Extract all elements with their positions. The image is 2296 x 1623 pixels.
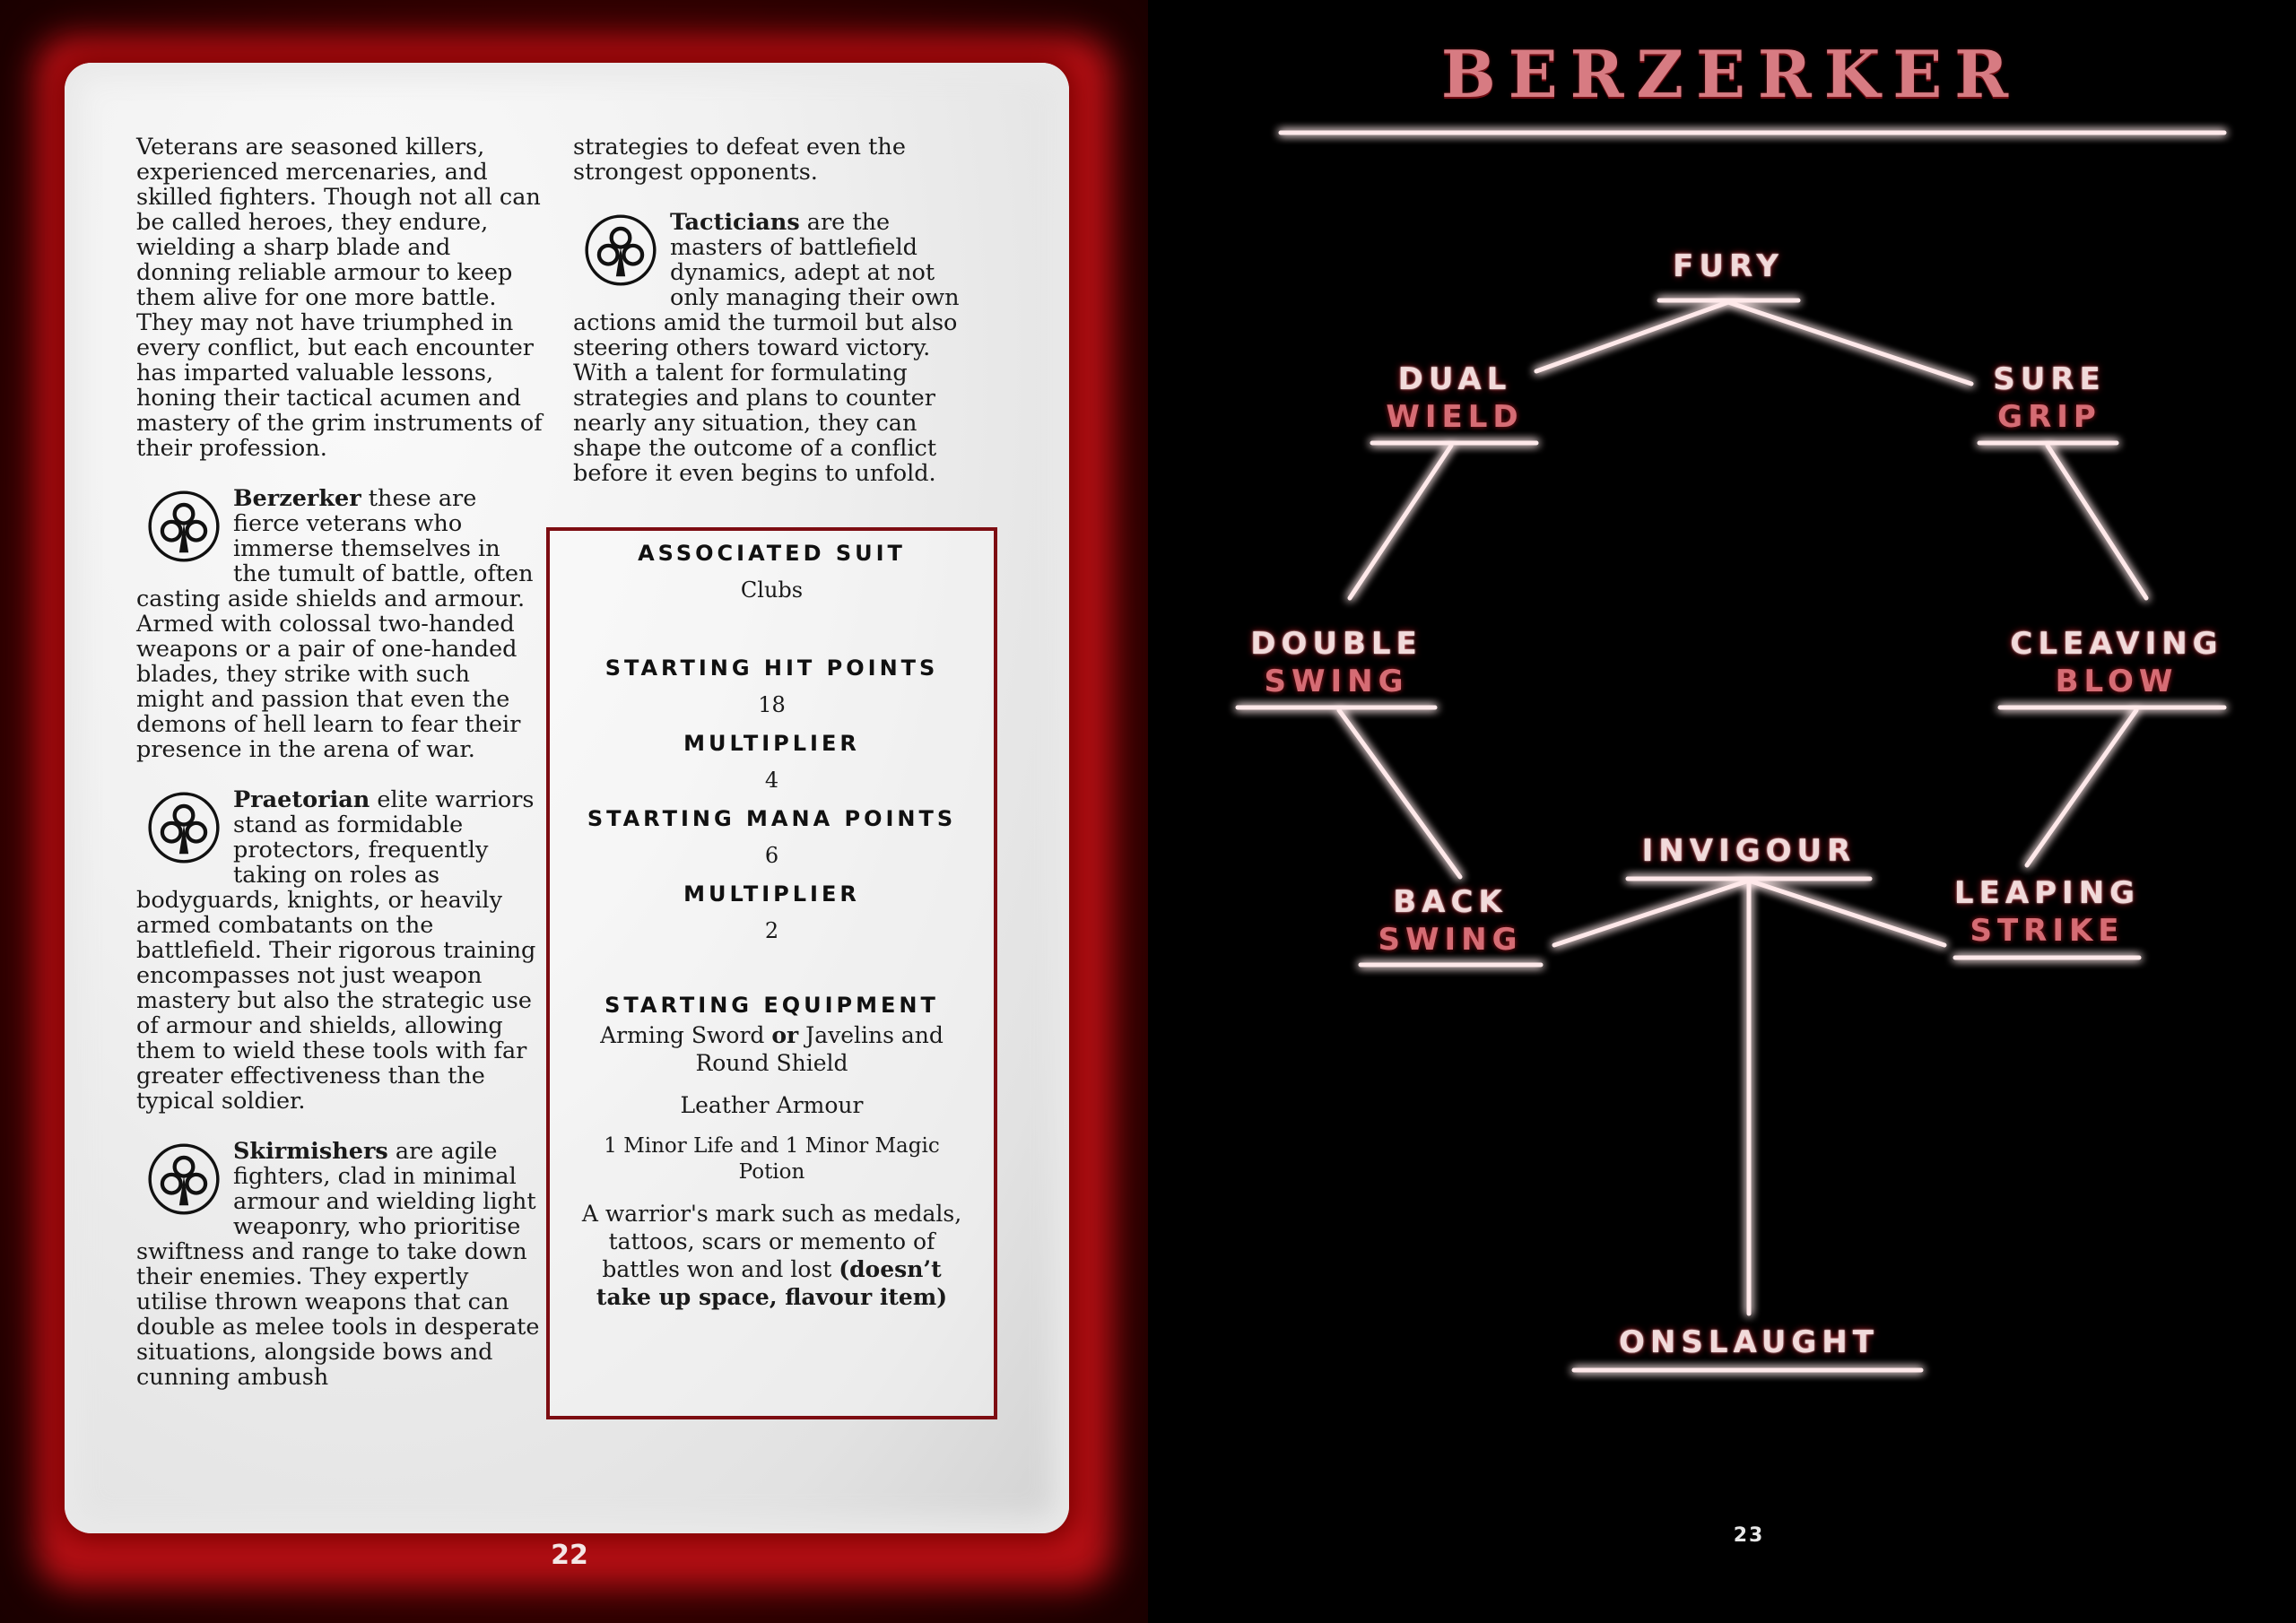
page-number-left: 22 — [551, 1540, 588, 1571]
skirmishers-text: are agile fighters, clad in minimal armour and wielding light weaponry, who prioritise swiftness and range to take down their enemies. They expertly utilise thrown weapons that can double as melee tools in desperate situations, alongside bows and cunning ambush — [136, 1138, 540, 1391]
connector-sure-cleaving — [2048, 446, 2146, 598]
mana-multiplier-value: 2 — [764, 918, 779, 943]
connector-double-back — [1339, 710, 1460, 877]
equipment-or: or — [771, 1022, 799, 1048]
praetorian-name: Praetorian — [233, 786, 370, 813]
skill-double-swing-line2: SWING — [1264, 664, 1409, 699]
page-title: BERZERKER — [1440, 36, 2022, 112]
skill-fury-label: FURY — [1673, 248, 1784, 284]
connector-dual-double — [1350, 446, 1451, 598]
starting-hp-value: 18 — [758, 692, 786, 717]
skill-double-swing — [1229, 625, 1444, 700]
connector-fury-dual — [1536, 302, 1728, 371]
intro-paragraph: Veterans are seasoned killers, experienced mercenaries, and skilled fighters. Though not all can be called heroes, they endure, wielding a sharp blade and donning reliable armour to keep them alive for one more battle. They may not have triumphed in every conflict, but each encounter has imparted valuable lessons, honing their tactical acumen and mastery of the grim instruments of their profession. — [136, 134, 543, 462]
skill-sure-grip-line2: GRIP — [1997, 399, 2101, 435]
tacticians-text: are the masters of battlefield dynamics, adept at not only managing their own actions amid the turmoil but also steering others toward victory. With a talent for formulating strategies and plans to counter nearly any situation, they can shape the outcome of a conflict before it even begins to unfold. — [573, 209, 960, 487]
equipment-weapon-b: Javelins and Round Shield — [695, 1022, 944, 1076]
associated-suit-label: ASSOCIATED SUIT — [638, 541, 906, 566]
skill-cleaving-blow — [1996, 625, 2238, 700]
tacticians-name: Tacticians — [670, 209, 800, 236]
skill-leaping-strike-line2: STRIKE — [1970, 913, 2125, 949]
associated-suit-value: Clubs — [740, 577, 804, 603]
page-number-right: 23 — [1733, 1524, 1765, 1547]
skill-onslaught — [1574, 1324, 1924, 1361]
equipment-mark-text: A warrior's mark such as medals, tattoos, scars or memento of battles won and lost — [581, 1201, 962, 1282]
skill-dual-wield — [1365, 360, 1544, 436]
skill-back-swing — [1361, 883, 1540, 959]
equipment-armour: Leather Armour — [680, 1092, 864, 1118]
starting-mana-value: 6 — [764, 843, 779, 868]
mana-multiplier-label: MULTIPLIER — [683, 881, 860, 907]
skill-cleaving-blow-line2: BLOW — [2055, 664, 2179, 699]
connector-cleaving-leaping — [2027, 710, 2136, 865]
equipment-potions: 1 Minor Life and 1 Minor Magic Potion — [604, 1134, 940, 1184]
connector-invigour-back — [1554, 881, 1749, 945]
skill-dual-wield-line2: WIELD — [1386, 399, 1524, 435]
berzerker-text: these are fierce veterans who immerse themselves in the tumult of battle, often casting aside shields and armour. Armed with colossal two-handed weapons or a pair of one-handed blades, they strike with such might and passion that even the demons of hell learn to fear their presence in the arena of war. — [136, 485, 534, 763]
starting-equipment-label: STARTING EQUIPMENT — [604, 993, 939, 1018]
skirmishers-name: Skirmishers — [233, 1138, 388, 1165]
connector-invigour-leaping — [1749, 881, 1944, 945]
skill-onslaught-label: ONSLAUGHT — [1619, 1324, 1879, 1360]
hp-multiplier-value: 4 — [764, 768, 779, 793]
skill-cleaving-blow-line1: CLEAVING — [2010, 626, 2223, 662]
connector-fury-sure — [1728, 302, 1971, 384]
skill-back-swing-line1: BACK — [1393, 884, 1508, 920]
starting-mana-label: STARTING MANA POINTS — [587, 806, 957, 831]
skill-back-swing-line2: SWING — [1378, 922, 1523, 958]
equipment-weapon-a: Arming Sword — [600, 1022, 772, 1048]
skill-invigour — [1628, 832, 1870, 870]
starting-hp-label: STARTING HIT POINTS — [604, 655, 939, 681]
continuation-paragraph: strategies to defeat even the strongest opponents. — [573, 134, 906, 186]
skill-sure-grip-line1: SURE — [1993, 361, 2106, 397]
berzerker-name: Berzerker — [233, 485, 361, 512]
skill-fury — [1639, 247, 1818, 285]
skill-double-swing-line1: DOUBLE — [1250, 626, 1422, 662]
hp-multiplier-label: MULTIPLIER — [683, 731, 860, 756]
skill-invigour-label: INVIGOUR — [1641, 833, 1857, 869]
skill-leaping-strike — [1946, 874, 2148, 950]
praetorian-text: elite warriors stand as formidable protectors, frequently taking on roles as bodyguards, knights, or heavily armed combatants on the battlefield. Their rigorous training encompasses not just weapon mastery but also the strategic use of armour and shields, allowing them to wield these tools with far greater effectiveness than the typical soldier. — [136, 786, 536, 1115]
skill-dual-wield-line1: DUAL — [1397, 361, 1512, 397]
equipment-mark-note: (doesn’t take up space, flavour item) — [596, 1256, 948, 1310]
skill-sure-grip — [1960, 360, 2139, 436]
skill-leaping-strike-line1: LEAPING — [1953, 875, 2141, 911]
